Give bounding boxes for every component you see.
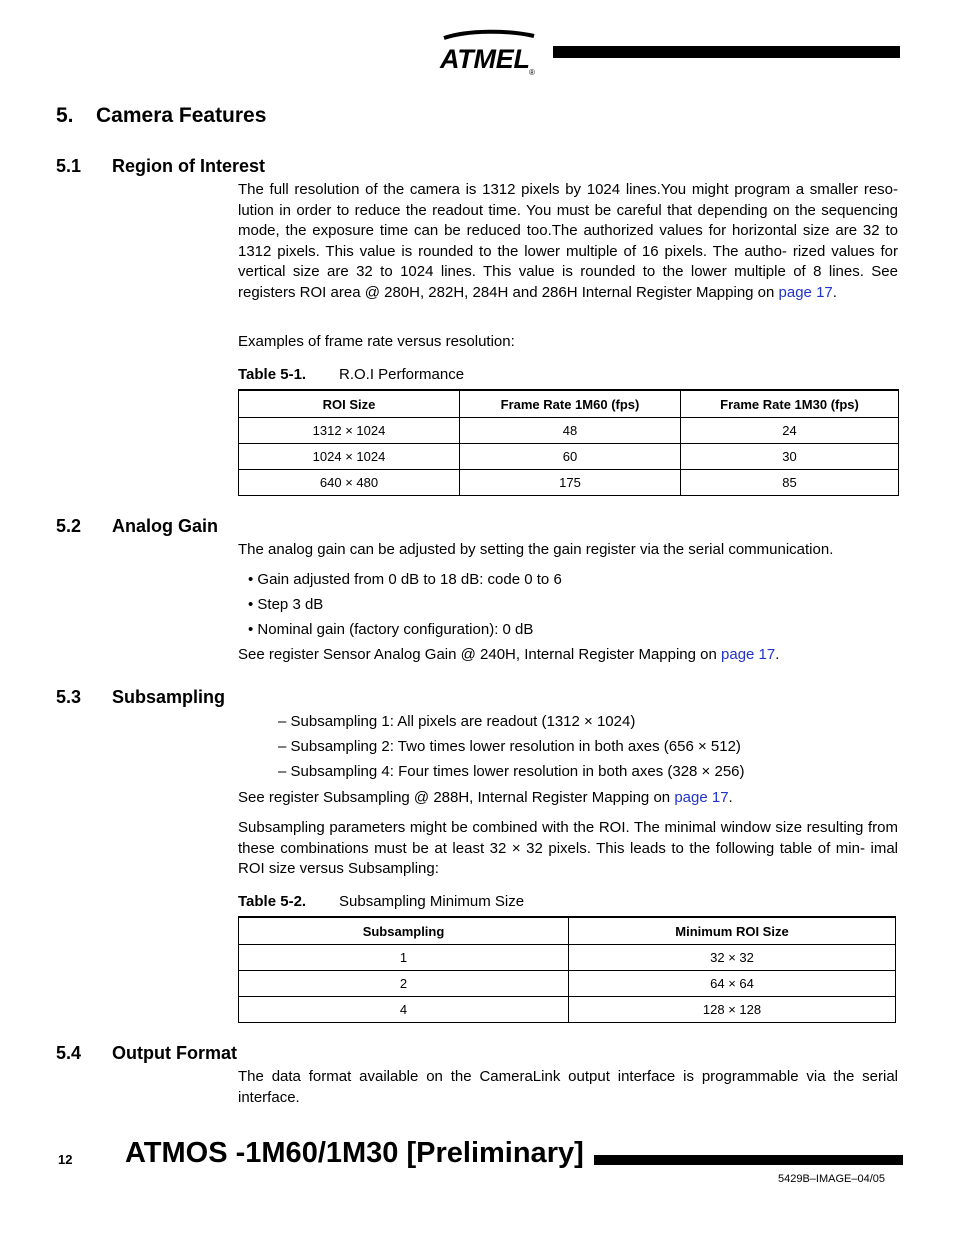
table-cell: 1312 × 1024 xyxy=(239,418,460,444)
table-header-row xyxy=(239,917,896,945)
table-cell: 32 × 32 xyxy=(569,945,896,971)
list-item: • Nominal gain (factory configuration): 0 dB xyxy=(248,621,534,638)
table-row xyxy=(239,470,899,496)
roi-examples-text: Examples of frame rate versus resolution: xyxy=(238,333,515,350)
table-row xyxy=(239,971,896,997)
table-cell: 640 × 480 xyxy=(239,470,460,496)
output-format-paragraph: The data format available on the CameraLink output interface is programmable via the serial interface. xyxy=(238,1068,898,1106)
table-cell: 128 × 128 xyxy=(569,997,896,1023)
table-cell: 1024 × 1024 xyxy=(239,444,460,470)
table-cell: 4 xyxy=(239,997,569,1023)
header-rule xyxy=(553,46,900,58)
svg-text:ATMEL: ATMEL xyxy=(440,44,530,74)
list-item: – Subsampling 4: Four times lower resolution in both axes (328 × 256) xyxy=(278,763,745,780)
list-item: – Subsampling 2: Two times lower resolution in both axes (656 × 512) xyxy=(278,738,741,755)
subsampling-paragraph: Subsampling parameters might be combined with the ROI. The minimal window size resulting from these combinations must be at least 32 × 32 pixels. This leads to the following table of min- imal ROI size versus Subsampling: xyxy=(238,819,898,877)
document-code: 5429B–IMAGE–04/05 xyxy=(778,1173,886,1185)
column-header: Frame Rate 1M30 (fps) xyxy=(681,390,899,418)
section-heading: 5. Camera Features xyxy=(56,104,267,127)
table-row xyxy=(239,444,899,470)
analog-gain-intro: The analog gain can be adjusted by setting the gain register via the serial communication. xyxy=(238,541,834,558)
atmel-logo xyxy=(438,28,540,78)
page-link[interactable]: page 17 xyxy=(778,283,833,301)
column-header: Minimum ROI Size xyxy=(569,917,896,945)
document-title: ATMOS -1M60/1M30 [Preliminary] xyxy=(125,1137,584,1169)
table-caption-5-1: Table 5-1. R.O.I Performance xyxy=(238,366,465,383)
table-cell: 60 xyxy=(460,444,681,470)
subsection-heading-5-1: 5.1 Region of Interest xyxy=(56,156,266,176)
table-header-row xyxy=(239,390,899,418)
table-row xyxy=(239,997,896,1023)
table-cell: 64 × 64 xyxy=(569,971,896,997)
subsampling-see-register: See register Subsampling @ 288H, Internal Register Mapping on page 17. xyxy=(238,789,733,806)
svg-text:®: ® xyxy=(529,68,535,77)
analog-gain-see-register: See register Sensor Analog Gain @ 240H, Internal Register Mapping on page 17. xyxy=(238,646,780,663)
table-cell: 1 xyxy=(239,945,569,971)
subsampling-table xyxy=(238,916,896,1023)
list-item: • Gain adjusted from 0 dB to 18 dB: code 0 to 6 xyxy=(248,571,562,588)
subsection-heading-5-3: 5.3 Subsampling xyxy=(56,687,226,707)
table-cell: 48 xyxy=(460,418,681,444)
roi-performance-table xyxy=(238,389,899,496)
column-header: Frame Rate 1M60 (fps) xyxy=(460,390,681,418)
table-cell: 2 xyxy=(239,971,569,997)
table-row xyxy=(239,945,896,971)
table-cell: 24 xyxy=(681,418,899,444)
page-link[interactable]: page 17 xyxy=(674,789,729,806)
footer-rule xyxy=(594,1155,903,1165)
page-number: 12 xyxy=(58,1152,73,1167)
subsection-heading-5-4: 5.4 Output Format xyxy=(56,1043,237,1063)
table-cell: 30 xyxy=(681,444,899,470)
column-header: ROI Size xyxy=(239,390,460,418)
subsection-heading-5-2: 5.2 Analog Gain xyxy=(56,516,219,536)
page-link[interactable]: page 17 xyxy=(721,646,776,663)
table-row xyxy=(239,418,899,444)
table-caption-5-2: Table 5-2. Subsampling Minimum Size xyxy=(238,893,525,910)
column-header: Subsampling xyxy=(239,917,569,945)
table-cell: 175 xyxy=(460,470,681,496)
table-cell: 85 xyxy=(681,470,899,496)
roi-paragraph: The full resolution of the camera is 1312 pixels by 1024 lines.You might program a smaller reso- lution in order to reduce the readout time. You must be careful that depending on the sequencing mode, the exposure time can be reduced too.The authorized values for horizontal size are 32 to 1312 pixels. This value is rounded to the lower multiple of 16 pixels. The autho- rized values for vertical size are 32 to 1024 lines. This value is rounded to the lower multiple of 8 lines. See registers ROI area @ 280H, 282H, 284H and 286H Internal Register Mapping on page 17. xyxy=(238,181,898,301)
list-item: – Subsampling 1: All pixels are readout (1312 × 1024) xyxy=(278,713,636,730)
list-item: • Step 3 dB xyxy=(248,596,324,613)
